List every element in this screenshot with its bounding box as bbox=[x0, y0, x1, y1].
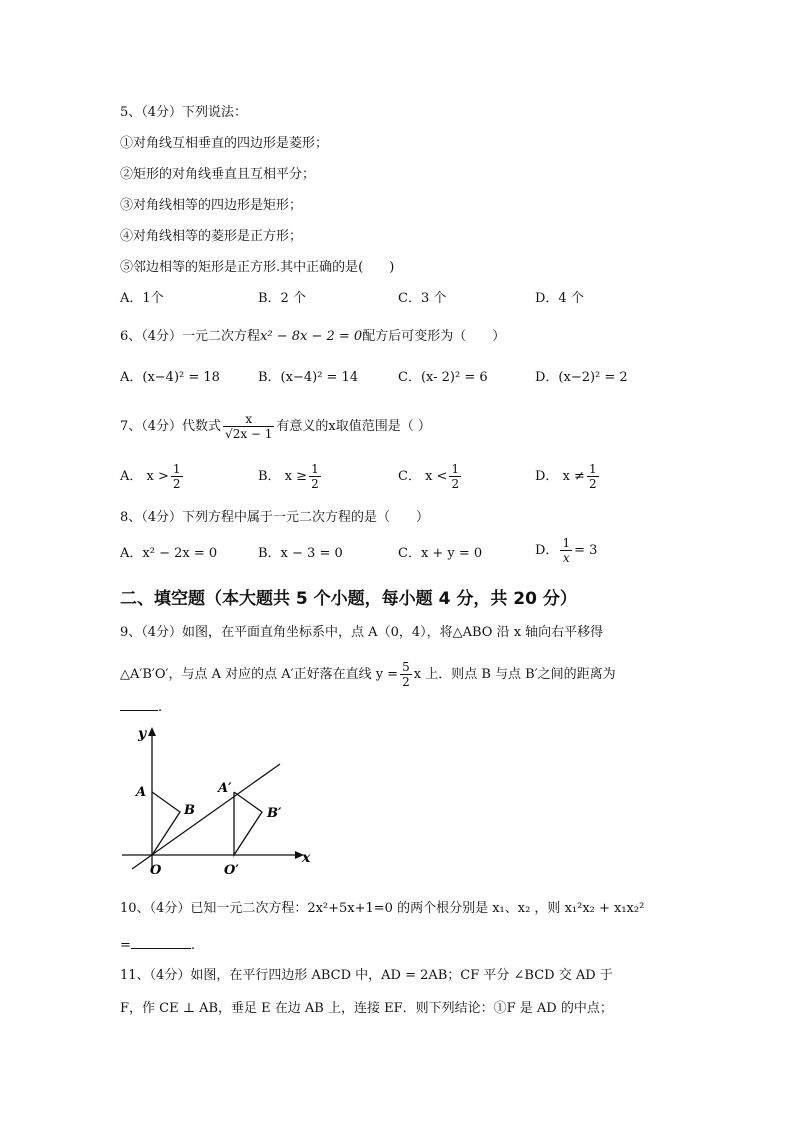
q8-option-a: A．x² − 2x = 0 bbox=[120, 546, 218, 561]
q6-option-a: A．(x−4)² = 18 bbox=[120, 370, 220, 385]
q7-option-d-num: 1 bbox=[588, 462, 597, 476]
q6-stem bbox=[120, 328, 505, 346]
q5-statement-1: ①对角线互相垂直的四边形是菱形； bbox=[120, 136, 329, 151]
q7-option-d-label: D． bbox=[535, 469, 559, 484]
q9-line-2-suffix: x 上．则点 B 与点 B′之间的距离为 bbox=[413, 667, 616, 682]
q10-answer-line bbox=[120, 936, 195, 955]
q7-option-b-num: 1 bbox=[311, 462, 319, 476]
label-b: B bbox=[184, 803, 195, 818]
q10-answer-blank[interactable] bbox=[131, 936, 191, 949]
y-axis-arrow-icon bbox=[148, 727, 156, 736]
q10-line-1: 10、（4分）已知一元二次方程：2x²+5x+1=0 的两个根分别是 x₁、x₂ ，则 x₁²x₂ + x₁x₂² bbox=[120, 901, 645, 916]
q9-fraction-num: 5 bbox=[402, 660, 410, 674]
label-a: A bbox=[136, 785, 147, 800]
label-a-prime: A′ bbox=[218, 781, 232, 796]
q9-fraction bbox=[400, 660, 412, 689]
q8-option-d-label: D． bbox=[535, 543, 559, 558]
label-o-prime: O′ bbox=[224, 863, 239, 878]
q6-equation: x² − 8x − 2 = 0 bbox=[260, 329, 363, 344]
q9-fraction-den: 2 bbox=[402, 675, 410, 689]
q11-line-1: 11、（4分）如图，在平行四边形 ABCD 中，AD = 2AB；CF 平分 ∠BCD 交 AD 于 bbox=[120, 968, 613, 983]
q8-option-c: C．x + y = 0 bbox=[398, 546, 483, 561]
q7-option-c-num: 1 bbox=[451, 462, 460, 476]
q7-option-b bbox=[258, 462, 323, 491]
q11-line-2: F，作 CE ⊥ AB，垂足 E 在边 AB 上，连接 EF．则下列结论：①F 是 AD 的中点； bbox=[120, 1001, 613, 1016]
q7-option-a-den: 2 bbox=[172, 477, 181, 491]
q7-option-b-fraction bbox=[309, 462, 321, 491]
q8-option-d-den: x bbox=[562, 551, 570, 565]
label-x: x bbox=[302, 850, 311, 866]
label-b-prime: B′ bbox=[267, 806, 282, 821]
q6-option-b: B．(x−4)² = 14 bbox=[258, 370, 359, 385]
q7-fraction-numerator: x bbox=[223, 412, 274, 427]
q5-option-d: D．4 个 bbox=[535, 291, 584, 306]
q8-option-b: B．x − 3 = 0 bbox=[258, 546, 343, 561]
q7-option-c-fraction bbox=[449, 462, 461, 491]
q7-stem-prefix: 7、（4分）代数式 bbox=[120, 419, 222, 434]
q7-option-c-den: 2 bbox=[451, 477, 460, 491]
q7-option-a-num: 1 bbox=[172, 462, 181, 476]
q7-option-a-fraction bbox=[171, 462, 183, 491]
q7-option-a-rel: x > bbox=[146, 469, 169, 484]
q5-statement-5: ⑤邻边相等的矩形是正方形.其中正确的是( ) bbox=[120, 260, 395, 275]
q7-fraction bbox=[223, 412, 274, 441]
q7-option-b-label: B． bbox=[258, 469, 281, 484]
q8-option-d-num: 1 bbox=[562, 536, 571, 550]
q7-option-c-label: C． bbox=[398, 469, 421, 484]
label-o: O bbox=[150, 863, 162, 878]
q9-figure bbox=[122, 722, 322, 882]
q9-answer-line bbox=[120, 698, 162, 717]
q7-stem bbox=[120, 412, 431, 441]
q5-statement-4: ④对角线相等的菱形是正方形； bbox=[120, 229, 303, 244]
line-y-equals-5-2x bbox=[132, 764, 280, 869]
q5-option-b: B．2 个 bbox=[258, 291, 306, 306]
q7-option-d-rel: x ≠ bbox=[562, 469, 585, 484]
q7-option-b-rel: x ≥ bbox=[284, 469, 308, 484]
q7-option-c-rel: x < bbox=[425, 469, 448, 484]
q9-line-1: 9、（4分）如图，在平面直角坐标系中，点 A（0，4），将△ABO 沿 x 轴向右平移得 bbox=[120, 625, 604, 640]
q6-option-c: C．(x- 2)² = 6 bbox=[398, 370, 488, 385]
q5-statement-2: ②矩形的对角线垂直且互相平分； bbox=[120, 167, 316, 182]
q7-option-a-label: A． bbox=[120, 469, 143, 484]
q7-option-b-den: 2 bbox=[311, 477, 319, 491]
q8-option-d-fraction bbox=[560, 536, 572, 565]
q8-stem: 8、（4分）下列方程中属于一元二次方程的是（ ） bbox=[120, 510, 430, 525]
q7-option-d-fraction bbox=[587, 462, 599, 491]
q7-option-d-den: 2 bbox=[588, 477, 597, 491]
q10-answer-period: . bbox=[190, 938, 196, 953]
q5-option-a: A．1个 bbox=[120, 291, 164, 306]
q7-stem-suffix: 有意义的x取值范围是（ ） bbox=[276, 419, 431, 434]
q10-equals: = bbox=[120, 938, 131, 953]
q7-option-d bbox=[535, 462, 601, 491]
q5-stem: 5、（4分）下列说法： bbox=[120, 105, 248, 120]
q9-answer-blank[interactable] bbox=[120, 698, 158, 711]
q9-line-2 bbox=[120, 660, 616, 689]
q9-line-2-prefix: △A′B′O′，与点 A 对应的点 A′正好落在直线 y = bbox=[120, 667, 399, 682]
section-heading: 二、填空题（本大题共 5 个小题，每小题 4 分，共 20 分） bbox=[120, 589, 577, 609]
q8-option-d bbox=[535, 536, 597, 565]
q6-stem-prefix: 6、（4分）一元二次方程 bbox=[120, 329, 261, 344]
triangle-a1b1o1 bbox=[234, 792, 262, 855]
q8-option-d-rest: = 3 bbox=[574, 543, 598, 558]
q5-statement-3: ③对角线相等的四边形是矩形； bbox=[120, 198, 303, 213]
label-y: y bbox=[138, 726, 147, 742]
q7-fraction-denominator: √2x − 1 bbox=[225, 427, 273, 441]
q9-answer-period: . bbox=[158, 700, 163, 715]
q7-option-a bbox=[120, 462, 185, 491]
q6-option-d: D．(x−2)² = 2 bbox=[535, 370, 628, 385]
q5-option-c: C．3 个 bbox=[398, 291, 447, 306]
q7-option-c bbox=[398, 462, 463, 491]
q6-stem-suffix: 配方后可变形为（ ） bbox=[362, 329, 506, 344]
